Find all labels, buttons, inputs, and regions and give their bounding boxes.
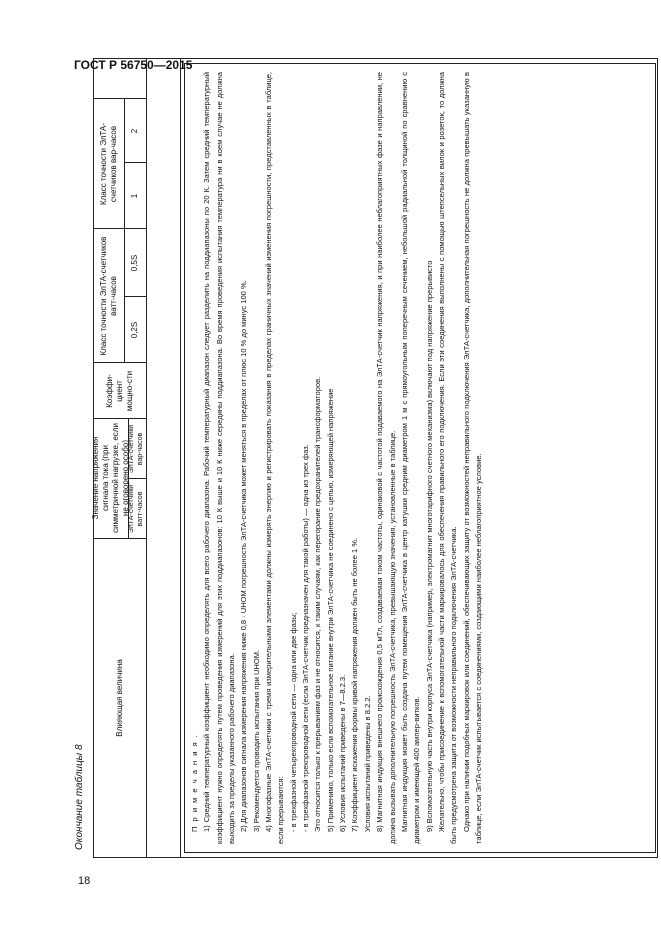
- note-4-remark: Это относится только к прерываниям фаз и не относится, к таким случаям, как перегорание предохранителей трансформаторов.: [313, 376, 323, 832]
- note-9-remark-1: Желательно, чтобы присоединение к вспомогательной части маркировалось для обеспечения правильного его подключения. Если эти соединения выполнены с помощью штепсельных вилок и розеток, то должна быть предусмотрена защита от возможности неправильного подключения ЭлТА-счетчика.: [436, 72, 459, 844]
- note-4: 4) Многофазные ЭлТА-счетчики с тремя измерительными элементами должны измерять энергию и регистрировать показания в пределах граничных значений изменения погрешности, представленных в таблице, если прерываются:: [264, 72, 286, 844]
- note-7-remark: Условия испытаний приведены в 8.2.2.: [362, 695, 372, 832]
- header-class-reactive: Класс точности ЭлТА-счетчиков вар-часов: [99, 123, 118, 206]
- class-reactive-value-1: 1: [130, 193, 139, 199]
- note-6: 6) Условия испытаний приведены в 7—8.2.3.: [338, 674, 348, 832]
- page-number: 18: [78, 875, 91, 887]
- document-header: ГОСТ Р 56750—2015: [74, 58, 193, 72]
- note-4-item-b: - в трехфазной трехпроводной сети (если ЭлТА-счетчик предназначен для такой работы) — одна из трех фаз.: [301, 444, 311, 832]
- note-4-item-a: - в трехфазной четырехпроводной сети — одна или две фазы;: [288, 612, 298, 832]
- class-active-value-1: 0,2S: [130, 321, 139, 339]
- note-8-remark: Магнитная индукция может быть создана путем помещения ЭлТА-счетчика в центр катушки средним диаметром 1 м с прямоугольным поперечным сечением, небольшой радиальной толщиной по сравнению с диаметром и имеющей 400 ампер-витков.: [399, 72, 422, 844]
- note-3: 3) Рекомендуется проводить испытания при UНОМ.: [251, 649, 261, 832]
- class-reactive-value-2: 2: [130, 128, 139, 134]
- header-influence: Влияющая величина: [115, 659, 124, 737]
- class-active-value-2: 0,5S: [130, 254, 139, 272]
- rotated-table-block: [74, 58, 661, 858]
- header-class-active: Класс точности ЭлТА-счетчиков ватт-часов: [99, 236, 118, 356]
- header-coefficient: Коэффи-циент мощно-сти: [105, 370, 134, 412]
- note-8: 8) Магнитная индукция внешнего происхождения 0,5 мТл, создаваемая током частоты, одинаковой с частотой подаваемого на ЭлТА-счетчик напряжения, и при наиболее неблагоприятных фазе и направлении, не должна вызывать дополнительную погрешность ЭлТА-счетчика, превышающую значения, установленные в таблице.: [375, 72, 397, 844]
- notes-frame: [184, 63, 656, 853]
- note-9: 9) Вспомогательную часть внутри корпуса ЭлТА-счетчика (например, электромагнит многотарифного счетного механизма) включают под напряжение прерывисто: [424, 260, 434, 832]
- header-voltage-reactive: ЭлТА-счетчики вар-часов: [128, 424, 144, 474]
- table-continuation-label: Окончание таблицы 8: [74, 744, 85, 850]
- note-2: 2) Для диапазонов сигнала измерения напряжения ниже 0,8 · UНОМ погрешность ЭлТА-счетчика может меняться в пределах от плюс 10 % до минус 100 %.: [239, 280, 249, 832]
- table-notes: [189, 72, 485, 844]
- header-bottom-line: [146, 59, 147, 857]
- note-9-remark-2: Однако при наличии подобных маркировок или соединений, обеспечивающих защиту от возможностей неправильного подключения ЭлТА-счетчика, дополнительная погрешность не должна превышать указанную в таблице, если ЭлТА-счетчик испытывается с соединениями, создающими наиболее неблагоприятное условие.: [461, 72, 483, 844]
- header-voltage-active: ЭлТА-счетчики ватт-часов: [128, 484, 144, 534]
- note-5: 5) Применимо, только если вспомогательное питание внутри ЭлТА-счетчика не соединено с цепью, измеряющей напряжение: [325, 388, 335, 832]
- header-voltage: Значение напряжения сигнала тока (при симметричной нагрузке, если не оговорено особо): [91, 423, 130, 533]
- note-1: 1) Средний температурный коэффициент необходимо определять для всего рабочего диапазона. Рабочий температурный диапазон следует разделить на поддиапазоны по 20 К. Затем средний температурный коэффициент нужно определять путем проведения измерений для этих поддиапазонов: 10 К выше и 10 К ниже середины поддиапазона. Во время проведения испытания температура ни в коем случае не должна выходить за пределы указанного рабочего диапазона.: [202, 72, 237, 844]
- table-frame: [93, 58, 658, 858]
- note-7: 7) Коэффициент искажения формы кривой напряжения должен быть не более 1 %.: [350, 537, 360, 832]
- notes-heading: П р и м е ч а н и я .: [190, 733, 199, 832]
